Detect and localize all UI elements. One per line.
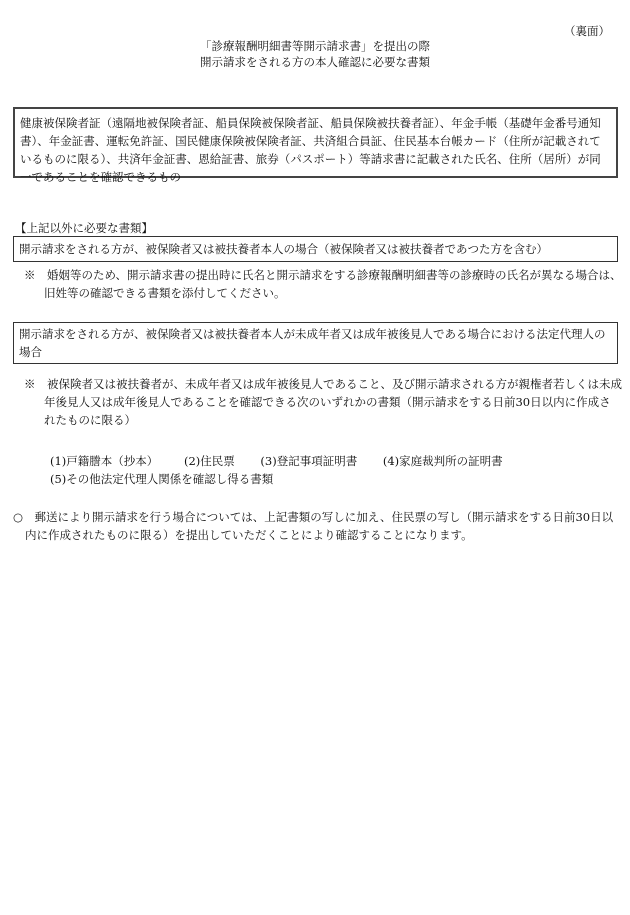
option-juminhyo: (2)住民票 [183, 454, 235, 468]
document-options-list [50, 452, 610, 488]
additional-documents-heading: 【上記以外に必要な書類】 [15, 221, 153, 235]
case-self-note: ※ 婚姻等のため、開示請求書の提出時に氏名と開示請求をする診療報酬明細書等の診療時の氏名が異なる場合は、旧姓等の確認できる書類を添付してください。 [24, 268, 622, 300]
case-representative-label: 開示請求をされる方が、被保険者又は被扶養者本人が未成年者又は成年被後見人である場合における法定代理人の場合 [19, 327, 606, 359]
postal-request-note: ○ 郵送により開示請求を行う場合については、上記書類の写しに加え、住民票の写し（開示請求をする日前30日以内に作成されたものに限る）を提出していただくことにより確認することになります。 [13, 510, 614, 542]
case-representative-box [13, 322, 618, 364]
case-self-box [13, 236, 618, 262]
option-registry-certificate: (3)登記事項証明書 [260, 454, 358, 468]
case-representative-note: ※ 被保険者又は被扶養者が、未成年者又は成年被後見人であること、及び開示請求される方が親権者若しくは未成年後見人又は成年後見人であることを確認できる次のいずれかの書類（開示請求をする日前30日以内に作成されたものに限る） [24, 377, 622, 427]
accepted-documents-box [13, 107, 618, 184]
option-family-court-certificate: (4)家庭裁判所の証明書 [382, 454, 503, 468]
title-line-2: 開示請求をされる方の本人確認に必要な書類 [200, 55, 430, 69]
options-row-1 [50, 452, 610, 470]
options-row-2 [50, 470, 610, 488]
document-title [0, 38, 630, 70]
option-other-documents: (5)その他法定代理人関係を確認し得る書類 [50, 472, 274, 486]
title-line-1: 「診療報酬明細書等開示請求書」を提出の際 [200, 39, 430, 53]
accepted-documents-text: 健康被保険者証（遠隔地被保険者証、船員保険被保険者証、船員保険被扶養者証）、年金手帳（基礎年金番号通知書）、年金証書、運転免許証、国民健康保険被保険者証、共済組合員証、住民基本台帳カード（住所が記載されているものに限る）、共済年金証書、恩給証書、旅券（パスポート）等請求書に記載された氏名、住所（居所）が同一であることを確認できるもの [20, 116, 601, 184]
option-koseki: (1)戸籍謄本（抄本） [50, 454, 159, 468]
page-side-label: （裏面） [564, 24, 610, 38]
case-self-label: 開示請求をされる方が、被保険者又は被扶養者本人の場合（被保険者又は被扶養者であつた方を含む） [19, 242, 548, 256]
